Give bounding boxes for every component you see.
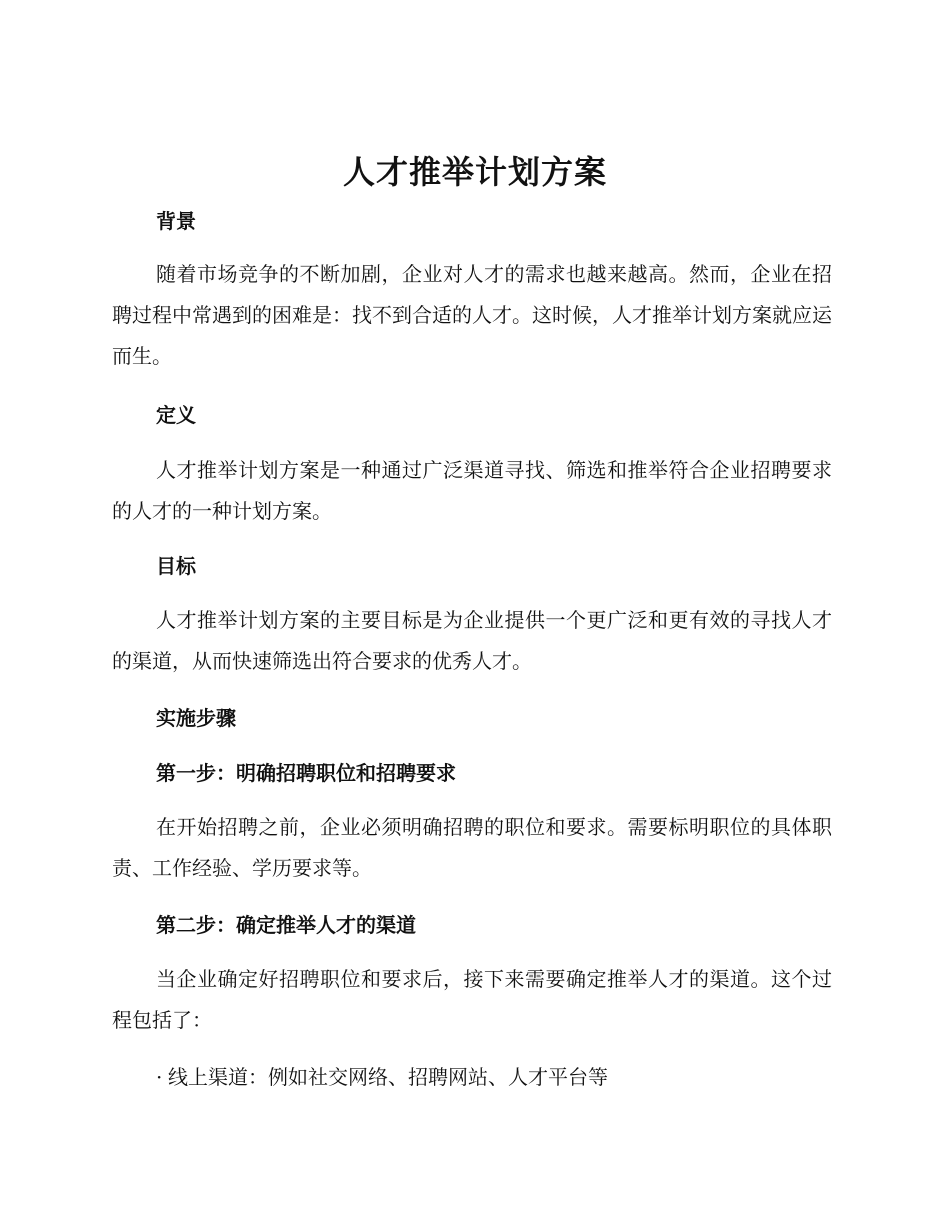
section-heading-background: 背景 bbox=[156, 209, 196, 233]
paragraph-step2: 当企业确定好招聘职位和要求后，接下来需要确定推举人才的渠道。这个过程包括了： bbox=[112, 967, 832, 1032]
step1-heading: 第一步：明确招聘职位和招聘要求 bbox=[156, 761, 456, 785]
paragraph-background: 随着市场竞争的不断加剧，企业对人才的需求也越来越高。然而，企业在招聘过程中常遇到的困难是：找不到合适的人才。这时候，人才推举计划方案就应运而生。 bbox=[112, 262, 832, 368]
section-heading-goal: 目标 bbox=[156, 554, 196, 578]
paragraph-goal: 人才推举计划方案的主要目标是为企业提供一个更广泛和更有效的寻找人才的渠道，从而快速筛选出符合要求的优秀人才。 bbox=[112, 608, 832, 673]
list-item bbox=[156, 1062, 608, 1092]
step2-heading: 第二步：确定推举人才的渠道 bbox=[156, 913, 416, 937]
paragraph-definition: 人才推举计划方案是一种通过广泛渠道寻找、筛选和推举符合企业招聘要求的人才的一种计划方案。 bbox=[112, 458, 832, 523]
list-item-text: 线上渠道：例如社交网络、招聘网站、人才平台等 bbox=[168, 1065, 608, 1089]
document-title: 人才推举计划方案 bbox=[342, 153, 607, 191]
paragraph-step1: 在开始招聘之前，企业必须明确招聘的职位和要求。需要标明职位的具体职责、工作经验、学历要求等。 bbox=[112, 815, 832, 880]
bullet-dot-icon: · bbox=[156, 1065, 163, 1089]
section-heading-steps: 实施步骤 bbox=[156, 706, 236, 730]
section-heading-definition: 定义 bbox=[156, 403, 196, 427]
